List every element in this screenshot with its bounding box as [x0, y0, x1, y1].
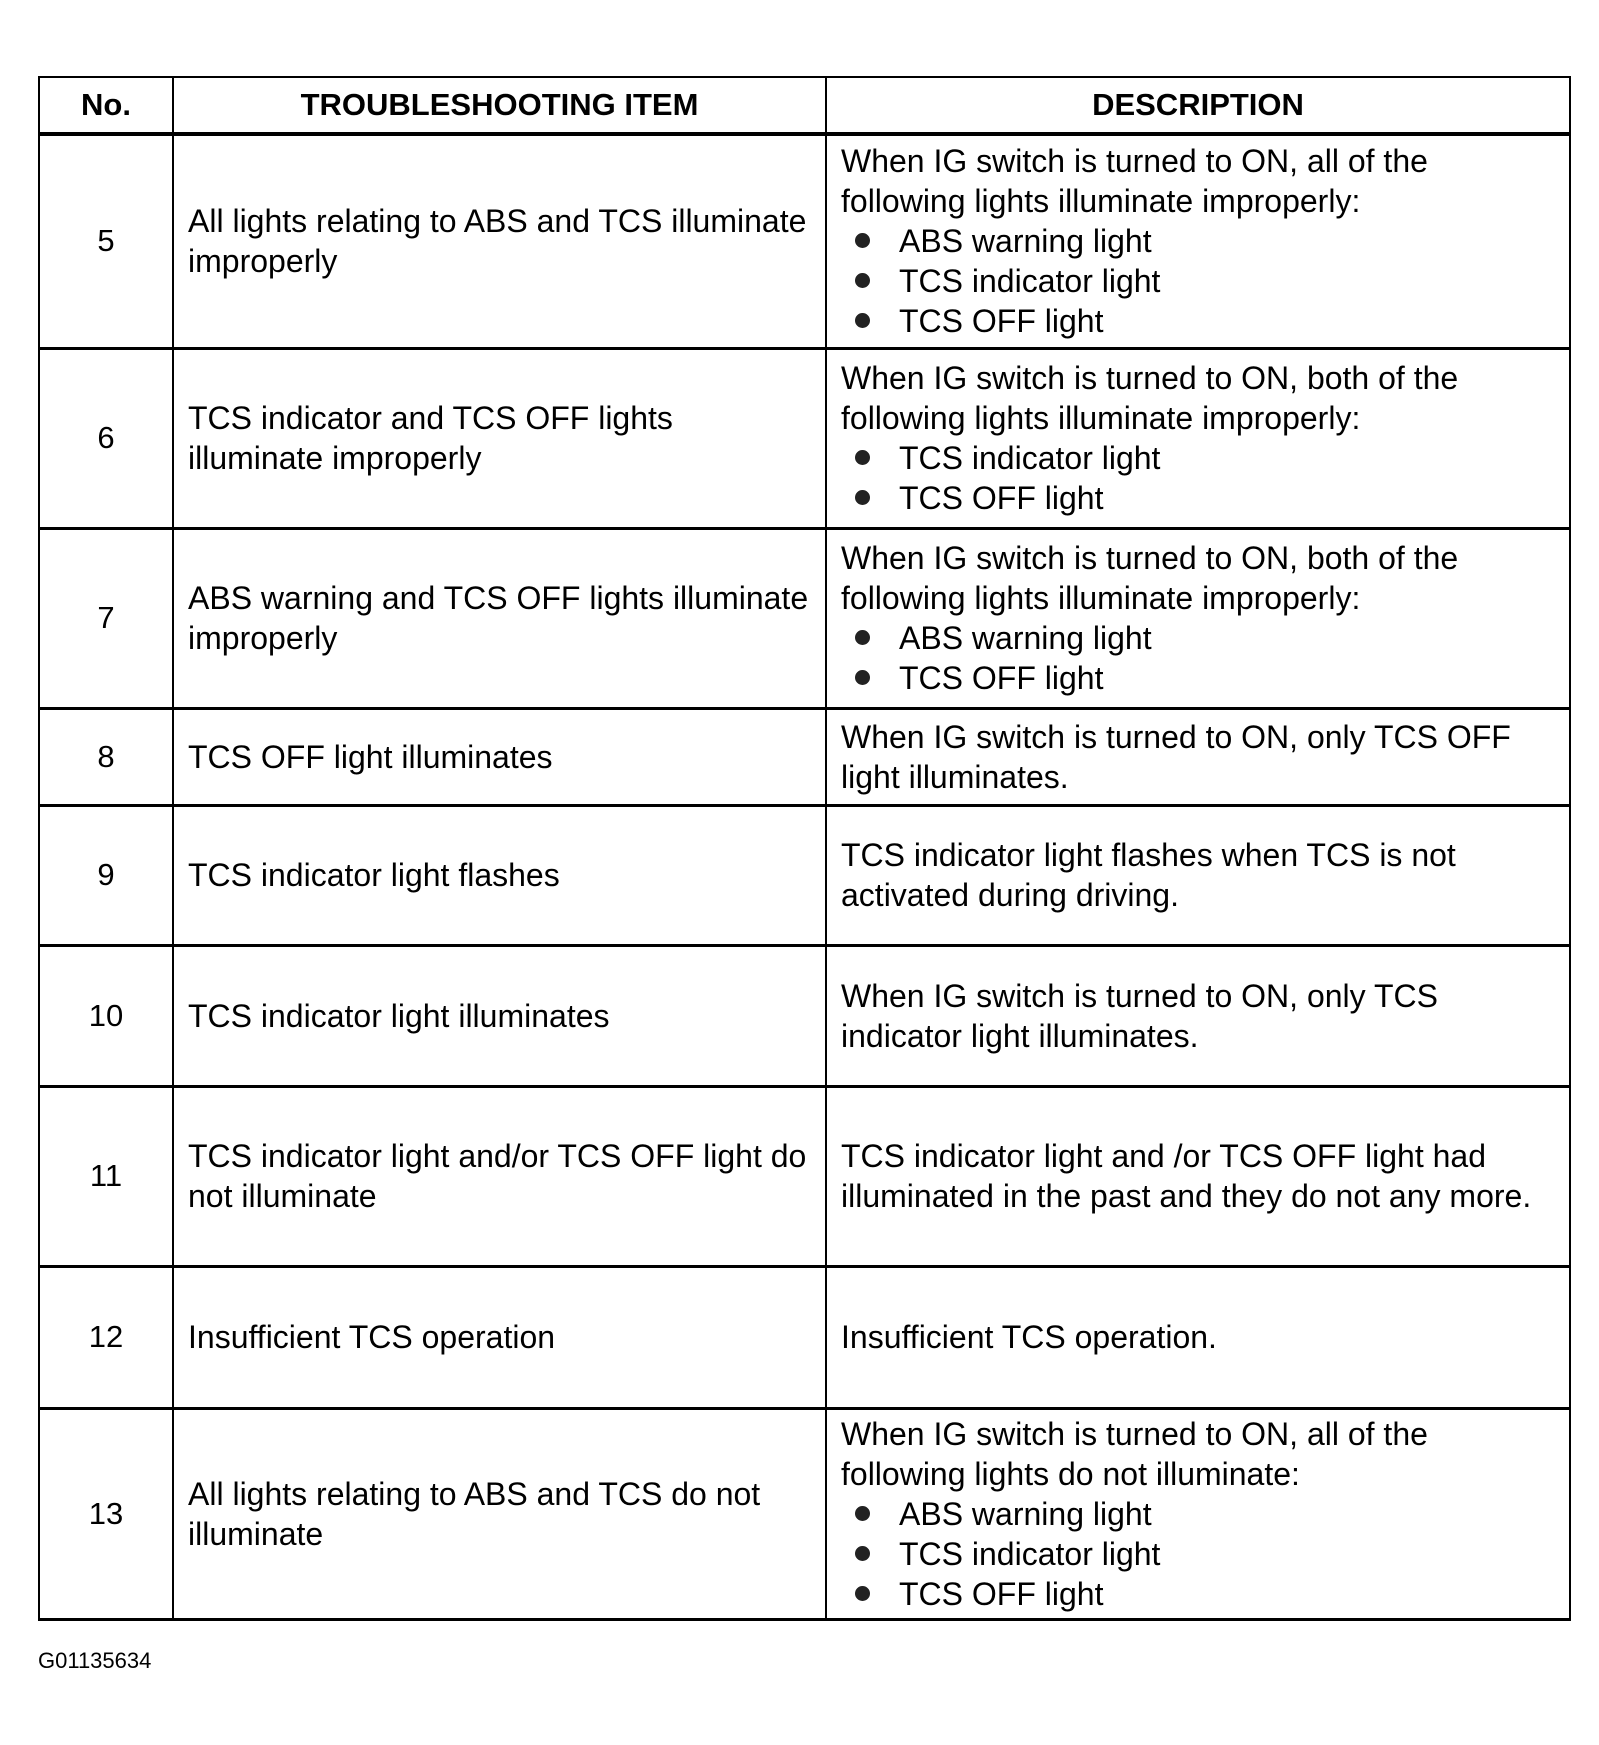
light-name: TCS OFF light: [899, 660, 1104, 696]
header-item: TROUBLESHOOTING ITEM: [173, 77, 826, 134]
light-list-item: [841, 618, 1555, 658]
row-number: 6: [39, 348, 173, 528]
light-name: TCS OFF light: [899, 480, 1104, 516]
light-list: [841, 1494, 1555, 1614]
row-number: 5: [39, 134, 173, 348]
table-row: [39, 134, 1570, 348]
bullet-icon: [855, 450, 870, 465]
description-cell: [826, 708, 1570, 805]
table-row: [39, 708, 1570, 805]
light-list-item: [841, 301, 1555, 341]
description-cell: [826, 1086, 1570, 1266]
table-row: [39, 1266, 1570, 1408]
table-row: [39, 348, 1570, 528]
bullet-icon: [855, 630, 870, 645]
table-row: [39, 1408, 1570, 1619]
troubleshooting-table: [38, 76, 1571, 1621]
troubleshooting-item: TCS indicator light illuminates: [173, 945, 826, 1086]
description-text: When IG switch is turned to ON, only TCS indicator light illuminates.: [841, 977, 1438, 1054]
figure-code: G01135634: [38, 1648, 152, 1673]
description-cell: [826, 945, 1570, 1086]
light-list: [841, 618, 1555, 698]
light-list-item: [841, 1494, 1555, 1534]
troubleshooting-item: All lights relating to ABS and TCS do not illuminate: [173, 1408, 826, 1619]
header-no: No.: [39, 77, 173, 134]
header-row: [39, 77, 1570, 134]
troubleshooting-item: TCS indicator and TCS OFF lights illuminate improperly: [173, 348, 826, 528]
row-number: 13: [39, 1408, 173, 1619]
row-number: 7: [39, 528, 173, 708]
bullet-icon: [855, 1546, 870, 1561]
description-cell: [826, 1266, 1570, 1408]
troubleshooting-item: TCS OFF light illuminates: [173, 708, 826, 805]
description-text: When IG switch is turned to ON, both of the following lights illuminate improperly:: [841, 360, 1459, 436]
light-name: TCS indicator light: [899, 263, 1161, 300]
description-text: TCS indicator light flashes when TCS is not activated during driving.: [841, 837, 1456, 913]
description-cell: [826, 805, 1570, 945]
description-text: When IG switch is turned to ON, all of the following lights illuminate improperly:: [841, 143, 1428, 220]
description-text: TCS indicator light and /or TCS OFF light had illuminated in the past and they do not any more.: [841, 1138, 1532, 1214]
light-list-item: [841, 261, 1555, 301]
bullet-icon: [855, 273, 870, 288]
light-name: ABS warning light: [899, 620, 1152, 656]
light-name: ABS warning light: [899, 223, 1152, 260]
bullet-icon: [855, 233, 870, 248]
troubleshooting-item: TCS indicator light and/or TCS OFF light do not illuminate: [173, 1086, 826, 1266]
light-list-item: [841, 221, 1555, 261]
light-list-item: [841, 658, 1555, 698]
row-number: 12: [39, 1266, 173, 1408]
description-text: When IG switch is turned to ON, all of the following lights do not illuminate:: [841, 1415, 1428, 1492]
bullet-icon: [855, 490, 870, 505]
light-list-item: [841, 478, 1555, 518]
light-list-item: [841, 1574, 1555, 1614]
light-list: [841, 438, 1555, 518]
row-number: 8: [39, 708, 173, 805]
light-list-item: [841, 438, 1555, 478]
description-text: When IG switch is turned to ON, both of the following lights illuminate improperly:: [841, 540, 1459, 616]
troubleshooting-item: Insufficient TCS operation: [173, 1266, 826, 1408]
troubleshooting-item: TCS indicator light flashes: [173, 805, 826, 945]
description-text: Insufficient TCS operation.: [841, 1319, 1217, 1355]
bullet-icon: [855, 1506, 870, 1521]
description-cell: [826, 134, 1570, 348]
light-list-item: [841, 1534, 1555, 1574]
bullet-icon: [855, 670, 870, 685]
description-cell: [826, 1408, 1570, 1619]
row-number: 9: [39, 805, 173, 945]
bullet-icon: [855, 313, 870, 328]
light-list: [841, 221, 1555, 341]
table-row: [39, 805, 1570, 945]
table-row: [39, 1086, 1570, 1266]
light-name: TCS indicator light: [899, 1535, 1161, 1572]
table-row: [39, 945, 1570, 1086]
header-description: DESCRIPTION: [826, 77, 1570, 134]
light-name: TCS indicator light: [899, 440, 1161, 476]
description-cell: [826, 348, 1570, 528]
description-text: When IG switch is turned to ON, only TCS OFF light illuminates.: [841, 718, 1511, 795]
row-number: 10: [39, 945, 173, 1086]
light-name: TCS OFF light: [899, 1575, 1104, 1612]
bullet-icon: [855, 1586, 870, 1601]
troubleshooting-item: ABS warning and TCS OFF lights illuminate improperly: [173, 528, 826, 708]
description-cell: [826, 528, 1570, 708]
troubleshooting-item: All lights relating to ABS and TCS illuminate improperly: [173, 134, 826, 348]
light-name: TCS OFF light: [899, 303, 1104, 340]
light-name: ABS warning light: [899, 1495, 1152, 1532]
table-row: [39, 528, 1570, 708]
row-number: 11: [39, 1086, 173, 1266]
